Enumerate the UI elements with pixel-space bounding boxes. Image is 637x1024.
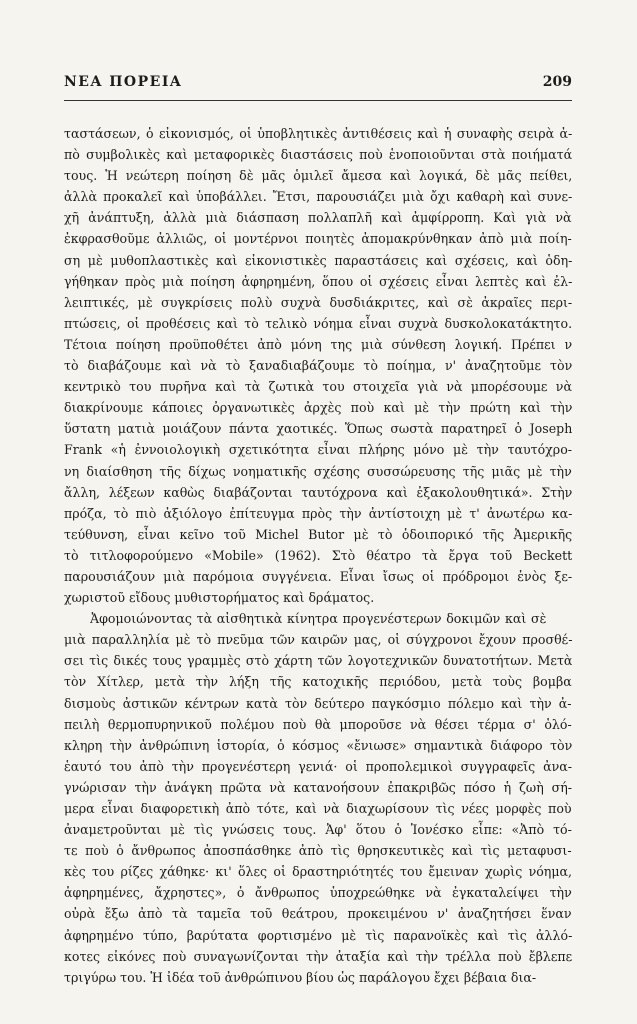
text-line: ὕστατη ματιὰ μοιάζουν πάντα χαοτικές. Ὅπως σωστὰ παρατηρεῖ ὁ Joseph — [64, 421, 572, 437]
text-line: κοτες εἰκόνες ποὺ συναγωνίζονται τὴν ἀταξία καὶ τὴν τρέλλα ποὺ ἔβλεπε — [64, 948, 572, 964]
page-number: 209 — [542, 74, 572, 90]
running-head — [64, 74, 572, 96]
text-line: πειλὴ θερμοπυρηνικοῦ πολέμου ποὺ θὰ μποροῦσε νὰ θέσει τέρμα σ' ὁλό- — [64, 716, 572, 732]
text-line: παρουσιάζουν μιὰ παρόμοια συγγένεια. Εἶναι ἴσως οἱ πρόδρομοι ἑνὸς ξε- — [64, 568, 572, 584]
text-line: πρόζα, τὸ πιὸ ἀξιόλογο ἐπίτευγμα πρὸς τὴν ἀντίστοιχη μὲ τ' ἀνωτέρω κα- — [64, 505, 572, 521]
text-line: σει τὶς δικές τους γραμμὲς στὸ χάρτη τῶν λογοτεχνικῶν δυνατοτήτων. Μετὰ — [64, 653, 572, 669]
text-line: δισμοὺς ἀστικῶν κέντρων κατὰ τὸν δεύτερο παγκόσμιο πόλεμο καὶ τὴν ἀ- — [64, 695, 572, 711]
text-line: λειπτικές, μὲ συγκρίσεις πολὺ συχνὰ δυσδιάκριτες, καὶ σὲ ἀκραῖες περι- — [64, 294, 572, 310]
text-line: οὐρὰ ἔξω ἀπὸ τὰ ταμεῖα τοῦ θεάτρου, προκειμένου ν' ἀναζητήσει ἕναν — [64, 906, 572, 922]
text-line: κὲς του ρίζες χάθηκε· κι' ὅλες οἱ δραστηριότητές του ἔμειναν χωρὶς νόημα, — [64, 864, 572, 880]
text-line: ἀλλὰ προκαλεῖ καὶ ὑποβάλλει. Ἔτσι, παρουσιάζει μιὰ ὄχι καθαρὴ καὶ συνε- — [64, 189, 572, 205]
text-line: τε ποὺ ὁ ἄνθρωπος ἀποσπάσθηκε ἀπὸ τὶς θρησκευτικὲς καὶ τὶς μεταφυσι- — [64, 843, 572, 859]
text-line: ση μὲ μυθοπλαστικὲς καὶ εἰκονιστικὲς παραστάσεις καὶ σχέσεις, καὶ ὁδη- — [64, 252, 572, 268]
text-line: τους. Ἡ νεώτερη ποίηση δὲ μᾶς ὁμιλεῖ ἄμεσα καὶ λογικά, δὲ μᾶς πείθει, — [64, 168, 572, 184]
text-line: κεντρικὸ του πυρῆνα καὶ τὰ ζωτικὰ του στοιχεῖα γιὰ νὰ μπορέσουμε νὰ — [64, 379, 572, 395]
text-line: ἐκφρασθοῦμε ἀλλιῶς, οἱ μοντέρνοι ποιητὲς ἀπομακρύνθηκαν ἀπὸ μιὰ ποίη- — [64, 231, 572, 247]
text-line: τὸν Χίτλερ, μετὰ τὴν λήξη τῆς κατοχικῆς περιόδου, μετὰ τοὺς βομβα — [64, 674, 572, 690]
text-line: ἄλλη, λέξεων καθὼς διαβάζονται ταυτόχρονα καὶ ἐξακολουθητικά». Στὴν — [64, 484, 572, 500]
paragraph — [64, 123, 572, 608]
text-line: διακρίνουμε κάποιες ὀργανωτικὲς ἀρχὲς ποὺ καὶ μὲ τὴν πρώτη καὶ τὴν — [64, 400, 572, 416]
text-line: μερα εἶναι διαφορετικὴ ἀπὸ τότε, καὶ νὰ διαχωρίσουν τὶς νέες μορφὲς ποὺ — [64, 801, 572, 816]
text-line: τὸ διαβάζουμε καὶ νὰ τὸ ξαναδιαβάζουμε τὸ ποίημα, ν' ἀναζητοῦμε τὸν — [64, 358, 572, 374]
body-text — [64, 123, 572, 988]
text-line: τὸ τιτλοφορούμενο «Mobile» (1962). Στὸ θέατρο τὰ ἔργα τοῦ Beckett — [64, 547, 572, 563]
text-line: πτώσεις, οἱ προθέσεις καὶ τὸ τελικὸ νόημα εἶναι συχνὰ δυσκολοκατάκτητο. — [64, 315, 572, 331]
header-rule — [64, 100, 572, 101]
text-line: ἀναμετροῦνται μὲ τὶς γνώσεις τους. Ἀφ' ὅτου ὁ Ἰονέσκο εἶπε: «Ἀπὸ τό- — [64, 822, 572, 838]
text-line: πὸ συμβολικὲς καὶ μεταφορικὲς διαστάσεις ποὺ ἑνοποιοῦνται στὰ ποιήματά — [64, 147, 572, 163]
text-line: Frank «ἡ ἐννοιολογικὴ σχετικότητα εἶναι πλήρης μόνο μὲ τὴν ταυτόχρο- — [64, 442, 572, 458]
text-line: τριγύρω του. Ἡ ἰδέα τοῦ ἀνθρώπινου βίου ὡς παράλογου ἔχει βέβαια δια- — [64, 969, 537, 985]
text-line: ἀφηρημένο τύπο, βαρύτατα φορτισμένο μὲ τὶς παρανοϊκὲς καὶ τὶς ἀλλό- — [64, 927, 572, 943]
text-line: γήθηκαν πρὸς μιὰ ποίηση ἀφηρημένη, ὅπου οἱ σχέσεις εἶναι λεπτὲς καὶ ἐλ- — [64, 273, 572, 289]
paragraph — [64, 608, 572, 988]
text-line: χῆ ἀνάπτυξη, ἀλλὰ μιὰ διάσπαση πολλαπλῆ καὶ ἀμφίρροπη. Καὶ γιὰ νὰ — [64, 210, 572, 226]
text-line: κληρη τὴν ἀνθρώπινη ἱστορία, ὁ κόσμος «ἔνιωσε» σημαντικὰ διάφορο τὸν — [64, 737, 572, 753]
text-line: ταστάσεων, ὁ εἰκονισμός, οἱ ὑποβλητικὲς ἀντιθέσεις καὶ ἡ συναφὴς σειρὰ ἀ- — [64, 126, 572, 141]
text-line: Ἀφομοιώνοντας τὰ αἰσθητικὰ κίνητρα προγενέστερων δοκιμῶν καὶ σὲ — [90, 611, 547, 627]
text-line: Τέτοια ποίηση προϋποθέτει ἀπὸ μόνη της μιὰ σύνθεση λογική. Πρέπει ν — [64, 336, 572, 352]
text-line: γνώρισαν τὴν ἀνάγκη πρῶτα νὰ κατανοήσουν ἐπακριβῶς πόσο ἡ ζωὴ σή- — [64, 779, 572, 795]
text-line: χωριστοῦ εἴδους μυθιστορήματος καὶ δράματος. — [64, 590, 375, 606]
text-line: ἀφηρημένες, ἄχρηστες», ὁ ἄνθρωπος ὑποχρεώθηκε νὰ ἐγκαταλείψει τὴν — [64, 885, 572, 901]
text-line: τεύθυνση, εἶναι κεῖνο τοῦ Michel Butor μὲ τὸ ὁδοιπορικό τῆς Ἀμερικῆς — [64, 526, 572, 542]
running-title: ΝΕΑ ΠΟΡΕΙΑ — [64, 74, 183, 90]
text-line: μιὰ παραλληλία μὲ τὸ πνεῦμα τῶν καιρῶν μας, οἱ σύγχρονοι ἔχουν προσθέ- — [64, 632, 572, 648]
text-line: νη διαίσθηση τῆς δίχως νοηματικῆς σχέσης συσσώρευσης τῆς μιᾶς μὲ τὴν — [64, 463, 572, 479]
text-line: ἑαυτό του ἀπὸ τὴν προγενέστερη γενιά· οἱ προπολεμικοὶ συγγραφεῖς ἀνα- — [64, 758, 572, 774]
